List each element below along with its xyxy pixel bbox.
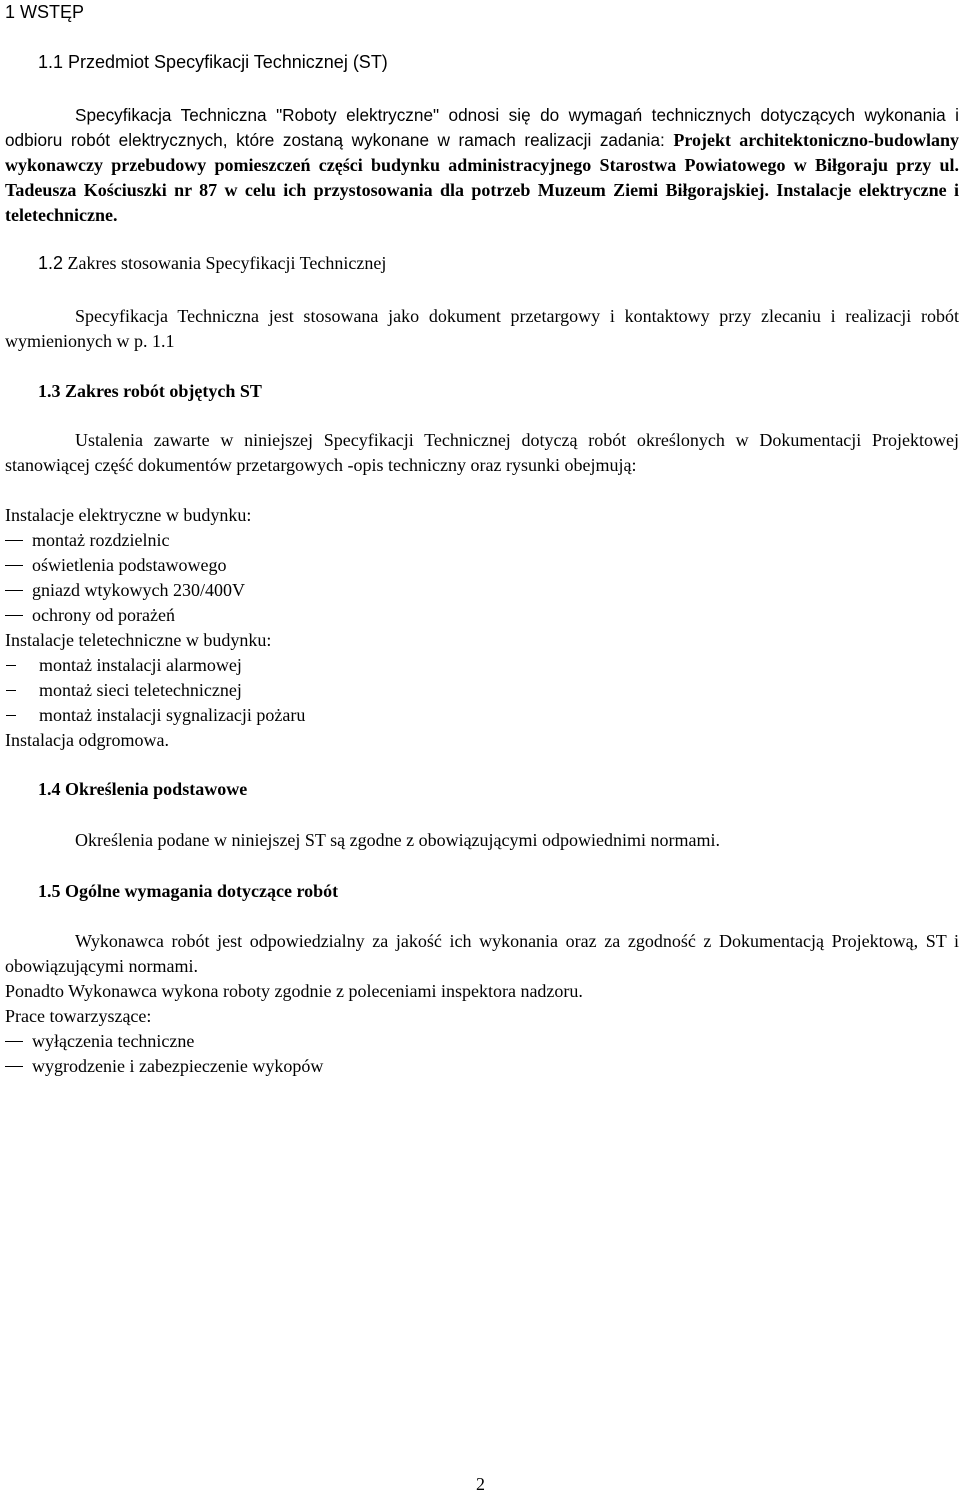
dash-bullet-icon (5, 540, 23, 541)
section-1-4-title: Określenia podstawowe (60, 779, 248, 799)
dash-bullet-icon (5, 1066, 23, 1067)
dash-bullet-icon (6, 715, 16, 716)
dash-bullet-icon (5, 590, 23, 591)
section-1-3-paragraph: Ustalenia zawarte w niniejszej Specyfikacji Technicznej dotyczą robót określonych w Dokumentacji Projektowej stanowiącej część dokumentów przetargowych -opis techniczny oraz rysunki obejmują: (5, 430, 959, 475)
section-1-5-number: 1.5 (38, 881, 61, 901)
section-1-2-paragraph: Specyfikacja Techniczna jest stosowana jako dokument przetargowy i kontaktowy przy zlecaniu i realizacji robót wymienionych w p. 1.1 (5, 306, 959, 351)
section-1-2-heading (38, 251, 386, 275)
section-1-3-number: 1.3 (38, 381, 61, 401)
list-item: montaż instalacji sygnalizacji pożaru (5, 703, 305, 728)
list-item: montaż rozdzielnic (5, 528, 169, 553)
section-1-4-number: 1.4 (38, 779, 61, 799)
dash-bullet-icon (6, 665, 16, 666)
lightning-protection-label: Instalacja odgromowa. (5, 730, 169, 750)
section-1-3-title: Zakres robót objętych ST (60, 381, 262, 401)
list-item: montaż sieci teletechnicznej (5, 678, 242, 703)
list-item: wygrodzenie i zabezpieczenie wykopów (5, 1054, 323, 1079)
section-1-heading: 1 WSTĘP (5, 2, 85, 22)
section-1-5-paragraph: Wykonawca robót jest odpowiedzialny za jakość ich wykonania oraz za zgodność z Dokumentacją Projektową, ST i obowiązującymi normami. (5, 931, 959, 976)
section-1-1-project-title: Projekt architektoniczno-budowlany wykonawczy przebudowy pomieszczeń części budynku administracyjnego Starostwa Powiatowego w Biłgoraju przy ul. Tadeusza Kościuszki nr 87 w celu ich przystosowania dla potrzeb Muzeum Ziemi Biłgorajskiej. Instalacje elektryczne i teletechniczne. (5, 130, 959, 225)
section-1-3-heading (38, 379, 262, 403)
dash-bullet-icon (6, 690, 16, 691)
accompanying-works-label: Prace towarzyszące: (5, 1006, 152, 1026)
telecom-installations-label: Instalacje teletechniczne w budynku: (5, 630, 272, 650)
dash-bullet-icon (5, 565, 23, 566)
page-number: 2 (476, 1474, 485, 1494)
section-1-2-title: Zakres stosowania Specyfikacji Technicznej (63, 253, 387, 273)
section-1-4-paragraph: Określenia podane w niniejszej ST są zgodne z obowiązującymi odpowiednimi normami. (75, 830, 721, 850)
dash-bullet-icon (5, 615, 23, 616)
dash-bullet-icon (5, 1041, 23, 1042)
section-1-5-title: Ogólne wymagania dotyczące robót (60, 881, 339, 901)
electrical-installations-label: Instalacje elektryczne w budynku: (5, 505, 252, 525)
list-item: ochrony od porażeń (5, 603, 175, 628)
list-item: montaż instalacji alarmowej (5, 653, 242, 678)
section-1-1-heading: 1.1 Przedmiot Specyfikacji Technicznej (ST) (38, 52, 388, 72)
section-1-1-paragraph (5, 103, 959, 228)
section-1-1-intro-text: Specyfikacja Techniczna "Roboty elektryczne" odnosi się do wymagań technicznych dotyczących wykonania i odbioru robót elektrycznych, które zostaną wykonane w ramach realizacji zadania: (5, 105, 959, 150)
section-1-5-paragraph-2: Ponadto Wykonawca wykona roboty zgodnie z poleceniami inspektora nadzoru. (5, 981, 583, 1001)
section-1-4-heading (38, 777, 247, 801)
list-item: wyłączenia techniczne (5, 1029, 194, 1054)
list-item: oświetlenia podstawowego (5, 553, 226, 578)
section-1-2-number: 1.2 (38, 253, 64, 273)
section-1-5-heading (38, 879, 338, 903)
list-item: gniazd wtykowych 230/400V (5, 578, 245, 603)
